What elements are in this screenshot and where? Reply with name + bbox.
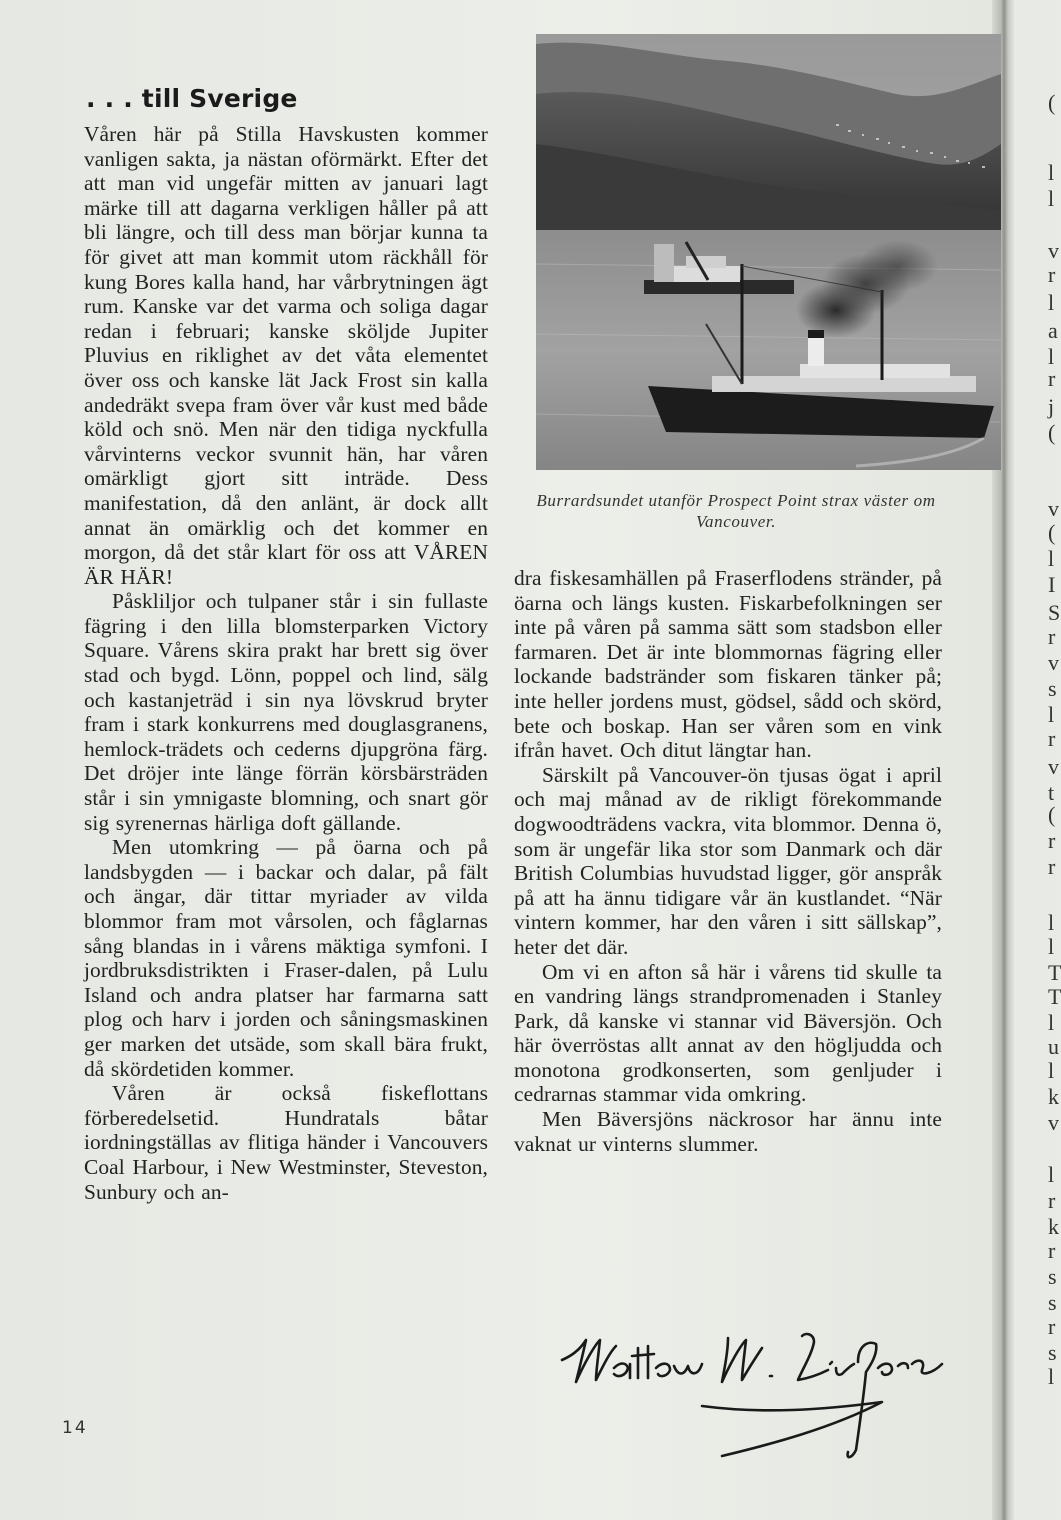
page-number: 14 xyxy=(62,1418,88,1438)
next-page-fragment: l xyxy=(1048,1010,1055,1035)
next-page-fragment: r xyxy=(1048,1238,1056,1263)
next-page-fragment: l xyxy=(1048,344,1055,369)
next-page-fragment: k xyxy=(1048,1214,1059,1239)
right-text-column xyxy=(514,566,942,1156)
next-page-fragment: T xyxy=(1048,960,1061,985)
next-page-fragment: r xyxy=(1048,366,1056,391)
next-page-fragment: r xyxy=(1048,1314,1056,1339)
next-page-fragment: a xyxy=(1048,318,1058,343)
next-page-fragment: r xyxy=(1048,854,1056,879)
next-page-fragment: v xyxy=(1048,238,1059,263)
next-page-fragment: l xyxy=(1048,546,1055,571)
next-page-fragment: v xyxy=(1048,496,1059,521)
next-page-fragment: k xyxy=(1048,1084,1059,1109)
next-page-fragment: r xyxy=(1048,828,1056,853)
next-page-fragment: s xyxy=(1048,1290,1057,1315)
signature-image xyxy=(552,1318,952,1468)
next-page-fragment: l xyxy=(1048,1058,1055,1083)
next-page-fragment: ( xyxy=(1048,520,1056,545)
next-page-fragment: v xyxy=(1048,754,1059,779)
paragraph: Våren är också fiskeflottans förberedelsetid. Hundratals båtar iordningställas av flitiga händer i Vancouvers Coal Harbour, i New Westminster, Steveston, Sunbury och an- xyxy=(84,1081,488,1204)
next-page-fragment: r xyxy=(1048,1188,1056,1213)
next-page-fragment: l xyxy=(1048,290,1055,315)
next-page-fragment: l xyxy=(1048,934,1055,959)
harbour-photo xyxy=(536,34,1001,470)
paragraph: Om vi en afton så här i vårens tid skulle ta en vandring längs strandpromenaden i Stanley Park, då kanske vi stannar vid Bäversjön. Och här överröstas allt annat av den högljudda och monotona grodkonserten, som genljuder i cedrarnas stammar vida omkring. xyxy=(514,959,942,1107)
next-page-fragment: v xyxy=(1048,650,1059,675)
next-page-fragment: s xyxy=(1048,1340,1057,1365)
left-text-column xyxy=(84,122,488,1204)
next-page-fragment: ( xyxy=(1048,802,1056,827)
steamship-harbour-image xyxy=(536,34,1001,470)
photo-caption: Burrardsundet utanför Prospect Point strax väster om Vancouver. xyxy=(536,491,936,531)
next-page-fragment: l xyxy=(1048,910,1055,935)
paragraph: Men utomkring — på öarna och på landsbygden — i backar och dalar, på fält och ängar, där tittar myriader av vilda blommor fram mot vårsolen, och fåglarnas sång blandas in i vårens mäktiga symfoni. I jordbruksdistrikten i Fraser-dalen, på Lulu Island och andra platser har farmarna satt plog och harv i jorden och såningsmaskinen ger marken det utsäde, som skall bära frukt, då skördetiden kommer. xyxy=(84,835,488,1081)
next-page-fragment: j xyxy=(1048,394,1055,419)
next-page-fragment: I xyxy=(1048,572,1056,597)
paragraph: Våren här på Stilla Havskusten kommer vanligen sakta, ja nästan oförmärkt. Efter det att man vid ungefär mitten av januari lagt märke till att dagarna verkligen håller på att bli längre, och till dess man börjar kunna ta för givet att man kommit utom räckhåll för kung Bores kalla hand, har vårbrytningen ägt rum. Kanske var det varma och soliga dagar redan i februari; kanske sköljde Jupiter Pluvius en riklighet av det våta elementet över oss och kanske lät Jack Frost sin kalla andedräkt svepa fram över vår kust med både köld och snö. Men när den tidiga nyckfulla vårvinterns veckor svunnit hän, har våren omärkligt gjort sitt inträde. Dess manifestation, då den anlänt, är dock allt annat än omärklig och det kommer en morgon, då det står klart för oss att VÅREN ÄR HÄR! xyxy=(84,122,488,589)
next-page-fragment: v xyxy=(1048,1110,1059,1135)
paragraph: Särskilt på Vancouver-ön tjusas ögat i april och maj månad av de rikligt förekommande dogwoodträdens vackra, vita blommor. Denna ö, som är ungefär lika stor som Danmark och där British Columbias huvudstad ligger, gör anspråk på att ha ännu tidigare vår än kustlandet. “När vintern kommer, har den våren i sitt sällskap”, heter det där. xyxy=(514,762,942,959)
next-page-fragment: r xyxy=(1048,624,1056,649)
next-page-fragment: ( xyxy=(1048,420,1056,445)
next-page-fragment: S xyxy=(1048,600,1061,625)
paragraph: Påskliljor och tulpaner står i sin fullaste fägring i den lilla blomsterparken Victory Square. Vårens skira prakt har brett sig över stad och bygd. Lönn, poppel och lind, sälg och kastanjeträd i sin nya lövskrud bryter fram i stark konkurrens med douglasgranens, hemlock-trädets och cederns djupgröna färg. Det dröjer inte länge förrän körsbärsträden står i sin ymnigaste blomning, och snart gör sig syrenernas härliga doft gällande. xyxy=(84,589,488,835)
next-page-fragment: l xyxy=(1048,1162,1055,1187)
next-page-fragment: u xyxy=(1048,1034,1059,1059)
paragraph: Men Bäversjöns näckrosor har ännu inte vaknat ur vinterns slummer. xyxy=(514,1107,942,1156)
next-page-fragment: T xyxy=(1048,984,1061,1009)
next-page-fragment: l xyxy=(1048,702,1055,727)
next-page-fragment: t xyxy=(1048,780,1055,805)
next-page-fragment: r xyxy=(1048,726,1056,751)
next-page-fragment: l xyxy=(1048,1364,1055,1389)
next-page-fragment: s xyxy=(1048,1264,1057,1289)
next-page-fragment: s xyxy=(1048,676,1057,701)
next-page-fragment: l xyxy=(1048,186,1055,211)
paragraph: dra fiskesamhällen på Fraserflodens stränder, på öarna och längs kusten. Fiskarbefolkningen ser inte på våren på samma sätt som stadsbon eller farmaren. Det är inte blommornas fägring eller lockande badstränder som fiskaren tänker på; inte heller jordens must, gödsel, sådd och skörd, bete och boskap. Han ser våren som en vink ifrån havet. Och ditut längtar han. xyxy=(514,566,942,763)
next-page-fragment: l xyxy=(1048,160,1055,185)
article-heading: . . . till Sverige xyxy=(86,84,298,113)
next-page-edge xyxy=(1014,0,1061,1520)
next-page-fragment: ( xyxy=(1048,90,1056,115)
next-page-fragment: r xyxy=(1048,262,1056,287)
